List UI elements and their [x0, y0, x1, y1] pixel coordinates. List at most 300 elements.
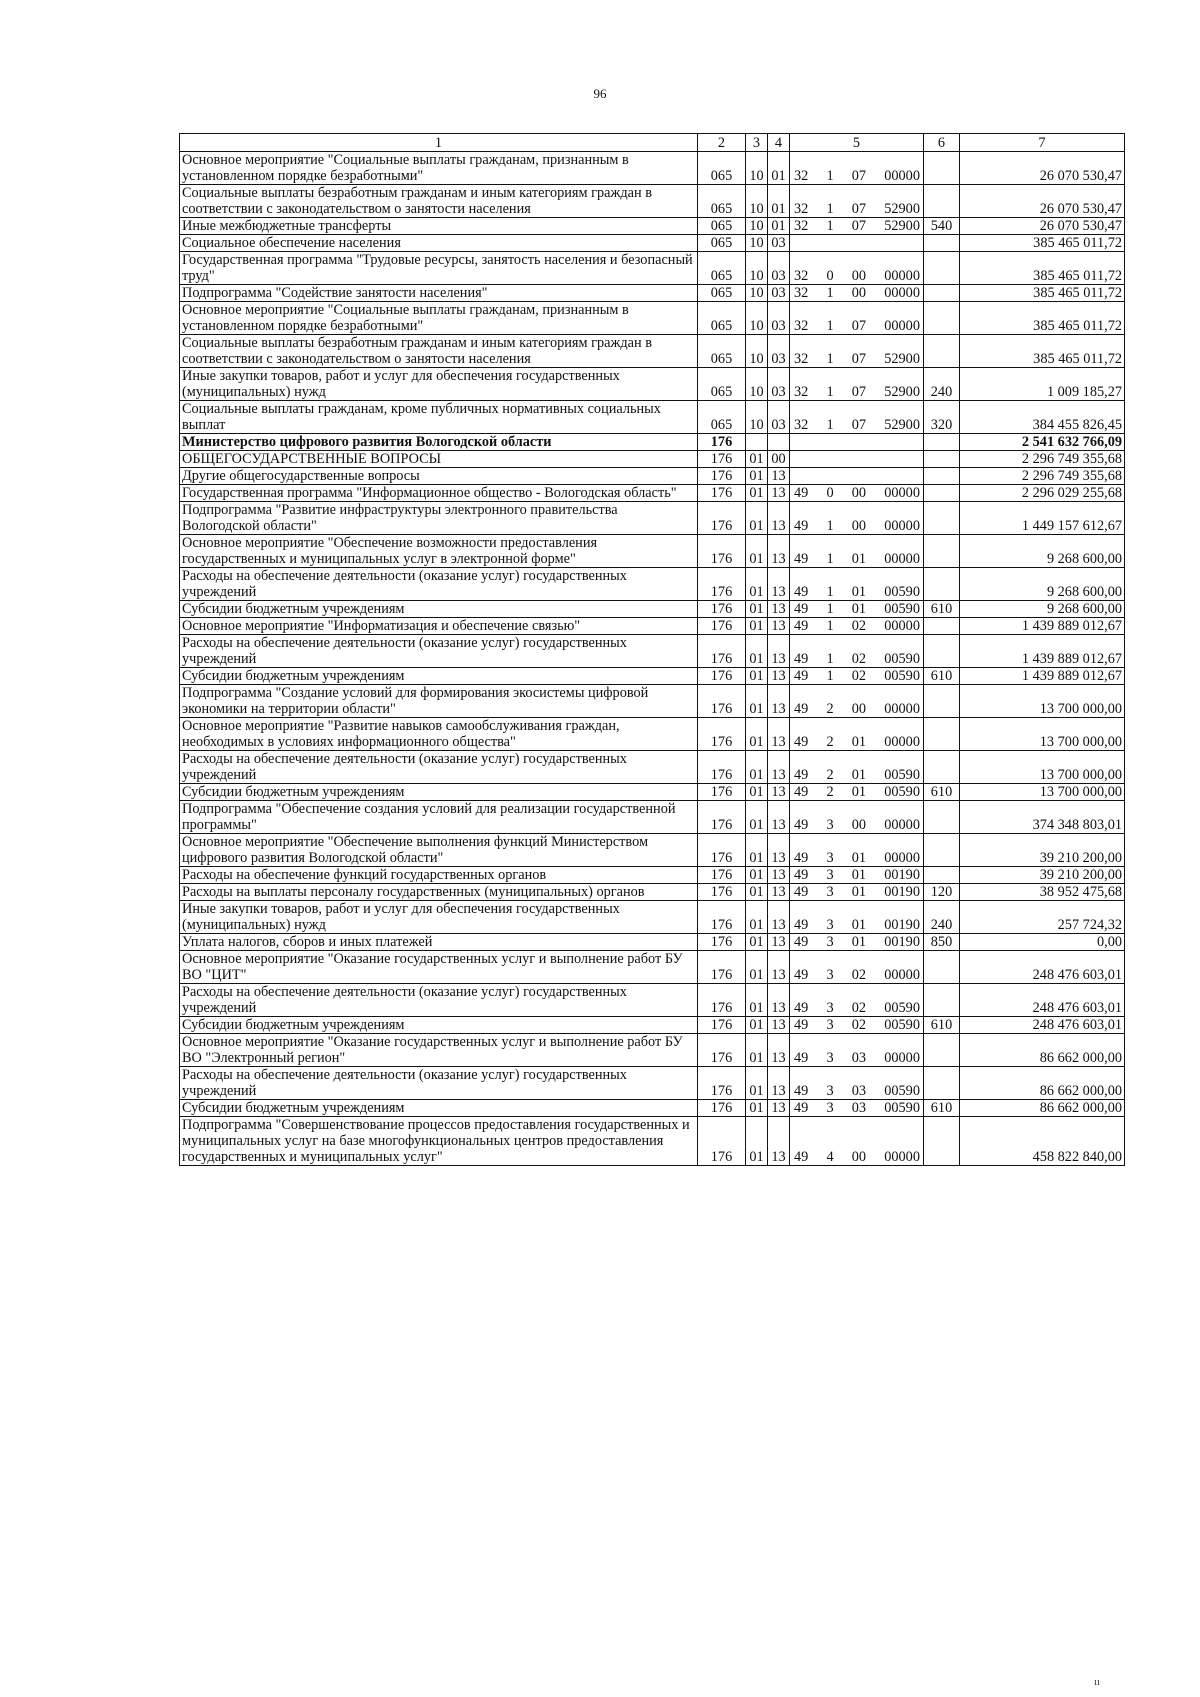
target-article-part: 00590 [884, 651, 920, 667]
target-article-part: 01 [851, 551, 867, 567]
target-article-code [790, 535, 924, 568]
target-article-part: 00000 [884, 850, 920, 866]
target-article-part: 07 [851, 201, 867, 217]
amount: 39 210 200,00 [960, 867, 1125, 884]
target-article-parts [790, 285, 923, 301]
target-article-part: 32 [794, 201, 809, 217]
target-article-part: 49 [794, 1149, 809, 1165]
target-article-parts [790, 767, 923, 783]
section-code: 01 [746, 984, 768, 1017]
admin-code: 065 [698, 302, 746, 335]
table-row [180, 834, 1125, 867]
target-article-part: 00000 [884, 551, 920, 567]
amount: 385 465 011,72 [960, 335, 1125, 368]
target-article-part: 49 [794, 485, 809, 501]
amount: 385 465 011,72 [960, 235, 1125, 252]
target-article-part: 52900 [884, 384, 920, 400]
amount: 39 210 200,00 [960, 834, 1125, 867]
table-row [180, 468, 1125, 485]
row-name: Иные межбюджетные трансферты [180, 218, 698, 235]
row-name: Подпрограмма "Содействие занятости населения" [180, 285, 698, 302]
admin-code: 176 [698, 618, 746, 635]
target-article-part: 3 [826, 1000, 834, 1016]
expense-type-code: 320 [924, 401, 960, 434]
target-article-part: 1 [826, 351, 834, 367]
amount: 1 439 889 012,67 [960, 635, 1125, 668]
subsection-code: 03 [768, 285, 790, 302]
column-header: 7 [960, 134, 1125, 152]
target-article-part: 49 [794, 884, 809, 900]
section-code: 01 [746, 884, 768, 901]
table-row [180, 368, 1125, 401]
admin-code: 176 [698, 984, 746, 1017]
target-article-part: 00000 [884, 318, 920, 334]
target-article-code [790, 252, 924, 285]
target-article-code [790, 635, 924, 668]
section-code: 01 [746, 867, 768, 884]
amount: 86 662 000,00 [960, 1034, 1125, 1067]
admin-code: 065 [698, 235, 746, 252]
subsection-code: 01 [768, 185, 790, 218]
subsection-code: 03 [768, 335, 790, 368]
target-article-parts [790, 867, 923, 883]
target-article-part: 01 [851, 867, 867, 883]
target-article-part: 00 [851, 485, 867, 501]
table-row [180, 1100, 1125, 1117]
target-article-code [790, 152, 924, 185]
target-article-part: 3 [826, 967, 834, 983]
target-article-parts [790, 618, 923, 634]
admin-code: 176 [698, 451, 746, 468]
target-article-part: 2 [826, 767, 834, 783]
section-code: 01 [746, 901, 768, 934]
target-article-part: 1 [826, 384, 834, 400]
amount: 9 268 600,00 [960, 601, 1125, 618]
subsection-code: 13 [768, 1017, 790, 1034]
row-name: Субсидии бюджетным учреждениям [180, 784, 698, 801]
target-article-part: 00 [851, 817, 867, 833]
target-article-part: 00190 [884, 917, 920, 933]
target-article-parts [790, 701, 923, 717]
amount: 1 439 889 012,67 [960, 618, 1125, 635]
target-article-code [790, 368, 924, 401]
target-article-part: 49 [794, 551, 809, 567]
header-row [180, 134, 1125, 152]
subsection-code: 13 [768, 502, 790, 535]
subsection-code: 03 [768, 302, 790, 335]
amount: 26 070 530,47 [960, 152, 1125, 185]
table-row [180, 951, 1125, 984]
amount: 385 465 011,72 [960, 252, 1125, 285]
row-name: ОБЩЕГОСУДАРСТВЕННЫЕ ВОПРОСЫ [180, 451, 698, 468]
section-code: 10 [746, 401, 768, 434]
expense-type-code [924, 152, 960, 185]
row-name: Расходы на обеспечение деятельности (оказание услуг) государственных учреждений [180, 984, 698, 1017]
section-code: 01 [746, 668, 768, 685]
target-article-part: 1 [826, 318, 834, 334]
target-article-parts [790, 1017, 923, 1033]
table-row [180, 1034, 1125, 1067]
admin-code: 065 [698, 335, 746, 368]
target-article-code [790, 451, 924, 468]
target-article-part: 1 [826, 218, 834, 234]
section-code [746, 434, 768, 451]
target-article-part: 49 [794, 1000, 809, 1016]
target-article-part: 02 [851, 651, 867, 667]
table-row [180, 618, 1125, 635]
target-article-parts [790, 168, 923, 184]
target-article-part: 1 [826, 584, 834, 600]
target-article-part: 49 [794, 584, 809, 600]
table-row [180, 668, 1125, 685]
expense-type-code: 240 [924, 901, 960, 934]
target-article-code [790, 1100, 924, 1117]
target-article-part: 00000 [884, 268, 920, 284]
target-article-parts [790, 651, 923, 667]
subsection-code: 13 [768, 1117, 790, 1166]
target-article-parts [790, 967, 923, 983]
target-article-part: 02 [851, 668, 867, 684]
target-article-code [790, 1067, 924, 1100]
target-article-part: 03 [851, 1100, 867, 1116]
expense-type-code [924, 502, 960, 535]
admin-code: 176 [698, 685, 746, 718]
subsection-code: 13 [768, 568, 790, 601]
row-name: Социальные выплаты безработным гражданам и иным категориям граждан в соответствии с законодательством о занятости населения [180, 335, 698, 368]
expense-type-code [924, 951, 960, 984]
target-article-parts [790, 384, 923, 400]
section-code: 01 [746, 618, 768, 635]
section-code: 01 [746, 751, 768, 784]
admin-code: 176 [698, 1100, 746, 1117]
section-code: 01 [746, 535, 768, 568]
row-name: Расходы на обеспечение деятельности (оказание услуг) государственных учреждений [180, 568, 698, 601]
admin-code: 176 [698, 568, 746, 601]
target-article-part: 00190 [884, 884, 920, 900]
target-article-part: 49 [794, 850, 809, 866]
amount: 13 700 000,00 [960, 685, 1125, 718]
admin-code: 176 [698, 867, 746, 884]
target-article-part: 00590 [884, 1017, 920, 1033]
section-code: 01 [746, 601, 768, 618]
target-article-parts [790, 850, 923, 866]
amount: 248 476 603,01 [960, 951, 1125, 984]
table-row [180, 751, 1125, 784]
section-code: 01 [746, 718, 768, 751]
admin-code: 176 [698, 1017, 746, 1034]
subsection-code: 13 [768, 668, 790, 685]
target-article-part: 00590 [884, 767, 920, 783]
table-row [180, 1067, 1125, 1100]
row-name: Иные закупки товаров, работ и услуг для обеспечения государственных (муниципальных) нужд [180, 368, 698, 401]
target-article-part: 02 [851, 1017, 867, 1033]
target-article-part: 01 [851, 784, 867, 800]
target-article-part: 00590 [884, 584, 920, 600]
target-article-parts [790, 734, 923, 750]
expense-type-code [924, 302, 960, 335]
subsection-code: 03 [768, 401, 790, 434]
target-article-parts [790, 817, 923, 833]
column-header: 4 [768, 134, 790, 152]
target-article-part: 3 [826, 1100, 834, 1116]
target-article-code [790, 884, 924, 901]
amount: 13 700 000,00 [960, 784, 1125, 801]
amount: 2 541 632 766,09 [960, 434, 1125, 451]
subsection-code: 13 [768, 801, 790, 834]
expense-type-code: 610 [924, 668, 960, 685]
admin-code: 065 [698, 368, 746, 401]
target-article-part: 32 [794, 268, 809, 284]
target-article-parts [790, 518, 923, 534]
target-article-part: 07 [851, 351, 867, 367]
expense-type-code: 610 [924, 1017, 960, 1034]
target-article-part: 32 [794, 285, 809, 301]
expense-type-code [924, 185, 960, 218]
subsection-code: 13 [768, 685, 790, 718]
target-article-code [790, 867, 924, 884]
target-article-code [790, 218, 924, 235]
target-article-parts [790, 917, 923, 933]
subsection-code: 13 [768, 934, 790, 951]
section-code: 01 [746, 485, 768, 502]
admin-code: 176 [698, 1067, 746, 1100]
subsection-code: 13 [768, 884, 790, 901]
expense-type-code [924, 984, 960, 1017]
admin-code: 176 [698, 485, 746, 502]
subsection-code: 13 [768, 867, 790, 884]
target-article-part: 07 [851, 318, 867, 334]
target-article-part: 00000 [884, 168, 920, 184]
table-row [180, 635, 1125, 668]
target-article-code [790, 685, 924, 718]
target-article-part: 00000 [884, 817, 920, 833]
target-article-part: 01 [851, 601, 867, 617]
table-row [180, 434, 1125, 451]
target-article-part: 3 [826, 1083, 834, 1099]
target-article-code [790, 1117, 924, 1166]
table-row [180, 235, 1125, 252]
target-article-parts [790, 1149, 923, 1165]
amount: 0,00 [960, 934, 1125, 951]
subsection-code: 01 [768, 218, 790, 235]
target-article-part: 00000 [884, 967, 920, 983]
target-article-part: 49 [794, 1017, 809, 1033]
admin-code: 176 [698, 434, 746, 451]
target-article-code [790, 1017, 924, 1034]
subsection-code: 01 [768, 152, 790, 185]
target-article-part: 01 [851, 767, 867, 783]
admin-code: 176 [698, 934, 746, 951]
amount: 2 296 749 355,68 [960, 468, 1125, 485]
target-article-part: 32 [794, 384, 809, 400]
admin-code: 176 [698, 751, 746, 784]
subsection-code: 13 [768, 784, 790, 801]
target-article-parts [790, 601, 923, 617]
target-article-part: 02 [851, 967, 867, 983]
target-article-parts [790, 351, 923, 367]
row-name: Государственная программа "Информационное общество - Вологодская область" [180, 485, 698, 502]
amount: 26 070 530,47 [960, 185, 1125, 218]
target-article-part: 00000 [884, 1149, 920, 1165]
admin-code: 176 [698, 718, 746, 751]
target-article-part: 01 [851, 934, 867, 950]
target-article-part: 3 [826, 850, 834, 866]
target-article-parts [790, 485, 923, 501]
table-row [180, 784, 1125, 801]
target-article-part: 07 [851, 168, 867, 184]
admin-code: 176 [698, 951, 746, 984]
table-row [180, 884, 1125, 901]
target-article-parts [790, 1100, 923, 1116]
row-name: Основное мероприятие "Социальные выплаты гражданам, признанным в установленном порядке безработными" [180, 302, 698, 335]
section-code: 01 [746, 934, 768, 951]
target-article-part: 49 [794, 867, 809, 883]
target-article-parts [790, 318, 923, 334]
amount: 257 724,32 [960, 901, 1125, 934]
target-article-part: 03 [851, 1083, 867, 1099]
target-article-part: 49 [794, 651, 809, 667]
target-article-part: 32 [794, 318, 809, 334]
target-article-part: 00000 [884, 618, 920, 634]
target-article-part: 1 [826, 285, 834, 301]
target-article-code [790, 668, 924, 685]
target-article-part: 00590 [884, 1000, 920, 1016]
expense-type-code: 610 [924, 1100, 960, 1117]
target-article-code [790, 601, 924, 618]
expense-type-code [924, 1034, 960, 1067]
expense-type-code [924, 801, 960, 834]
section-code: 10 [746, 235, 768, 252]
subsection-code: 13 [768, 535, 790, 568]
table-row [180, 185, 1125, 218]
target-article-part: 3 [826, 1050, 834, 1066]
expense-type-code [924, 252, 960, 285]
subsection-code: 13 [768, 751, 790, 784]
target-article-code [790, 801, 924, 834]
subsection-code: 13 [768, 1100, 790, 1117]
expense-type-code [924, 1067, 960, 1100]
target-article-part: 00 [851, 1149, 867, 1165]
subsection-code [768, 434, 790, 451]
section-code: 10 [746, 218, 768, 235]
target-article-part: 49 [794, 767, 809, 783]
target-article-parts [790, 218, 923, 234]
target-article-code [790, 185, 924, 218]
target-article-code [790, 784, 924, 801]
admin-code: 176 [698, 502, 746, 535]
amount: 9 268 600,00 [960, 568, 1125, 601]
expense-type-code [924, 468, 960, 485]
target-article-part: 52900 [884, 351, 920, 367]
section-code: 01 [746, 951, 768, 984]
target-article-part: 49 [794, 967, 809, 983]
target-article-part: 00000 [884, 701, 920, 717]
table-row [180, 285, 1125, 302]
target-article-code [790, 502, 924, 535]
target-article-part: 49 [794, 1050, 809, 1066]
target-article-parts [790, 884, 923, 900]
section-code: 01 [746, 685, 768, 718]
column-header: 5 [790, 134, 924, 152]
target-article-part: 49 [794, 1100, 809, 1116]
table-row [180, 1117, 1125, 1166]
row-name: Подпрограмма "Совершенствование процессов предоставления государственных и муниципальных услуг на базе многофункциональных центров предоставления государственных и муниципальных услуг" [180, 1117, 698, 1166]
target-article-code [790, 951, 924, 984]
target-article-part: 49 [794, 784, 809, 800]
target-article-code [790, 751, 924, 784]
amount: 1 009 185,27 [960, 368, 1125, 401]
target-article-part: 00000 [884, 1050, 920, 1066]
subsection-code: 13 [768, 984, 790, 1017]
admin-code: 176 [698, 635, 746, 668]
section-code: 01 [746, 784, 768, 801]
expense-type-code: 540 [924, 218, 960, 235]
target-article-part: 3 [826, 917, 834, 933]
row-name: Субсидии бюджетным учреждениям [180, 1017, 698, 1034]
table-row [180, 1017, 1125, 1034]
table-row [180, 502, 1125, 535]
row-name: Другие общегосударственные вопросы [180, 468, 698, 485]
admin-code: 176 [698, 535, 746, 568]
section-code: 01 [746, 635, 768, 668]
expense-type-code [924, 451, 960, 468]
section-code: 10 [746, 252, 768, 285]
row-name: Основное мероприятие "Обеспечение выполнения функций Министерством цифрового развития Вологодской области" [180, 834, 698, 867]
amount: 385 465 011,72 [960, 302, 1125, 335]
section-code: 10 [746, 335, 768, 368]
amount: 458 822 840,00 [960, 1117, 1125, 1166]
target-article-code [790, 468, 924, 485]
section-code: 10 [746, 302, 768, 335]
target-article-part: 49 [794, 734, 809, 750]
amount: 2 296 029 255,68 [960, 485, 1125, 502]
target-article-part: 01 [851, 884, 867, 900]
expense-type-code: 850 [924, 934, 960, 951]
target-article-code [790, 485, 924, 502]
target-article-code [790, 1034, 924, 1067]
target-article-part: 49 [794, 518, 809, 534]
target-article-parts [790, 201, 923, 217]
table-row [180, 601, 1125, 618]
table-body [180, 152, 1125, 1166]
target-article-part: 00000 [884, 285, 920, 301]
target-article-part: 03 [851, 1050, 867, 1066]
subsection-code: 00 [768, 451, 790, 468]
target-article-parts [790, 934, 923, 950]
target-article-part: 01 [851, 584, 867, 600]
admin-code: 065 [698, 252, 746, 285]
target-article-part: 00 [851, 701, 867, 717]
table-row [180, 401, 1125, 434]
subsection-code: 13 [768, 1034, 790, 1067]
expense-type-code [924, 685, 960, 718]
section-code: 01 [746, 1100, 768, 1117]
section-code: 01 [746, 1034, 768, 1067]
target-article-part: 32 [794, 218, 809, 234]
amount: 38 952 475,68 [960, 884, 1125, 901]
row-name: Основное мероприятие "Социальные выплаты гражданам, признанным в установленном порядке безработными" [180, 152, 698, 185]
target-article-part: 00590 [884, 668, 920, 684]
target-article-part: 49 [794, 601, 809, 617]
admin-code: 176 [698, 801, 746, 834]
target-article-code [790, 901, 924, 934]
amount: 248 476 603,01 [960, 1017, 1125, 1034]
table-row [180, 252, 1125, 285]
target-article-part: 3 [826, 1017, 834, 1033]
target-article-part: 49 [794, 1083, 809, 1099]
row-name: Социальные выплаты безработным гражданам и иным категориям граждан в соответствии с законодательством о занятости населения [180, 185, 698, 218]
target-article-part: 49 [794, 817, 809, 833]
